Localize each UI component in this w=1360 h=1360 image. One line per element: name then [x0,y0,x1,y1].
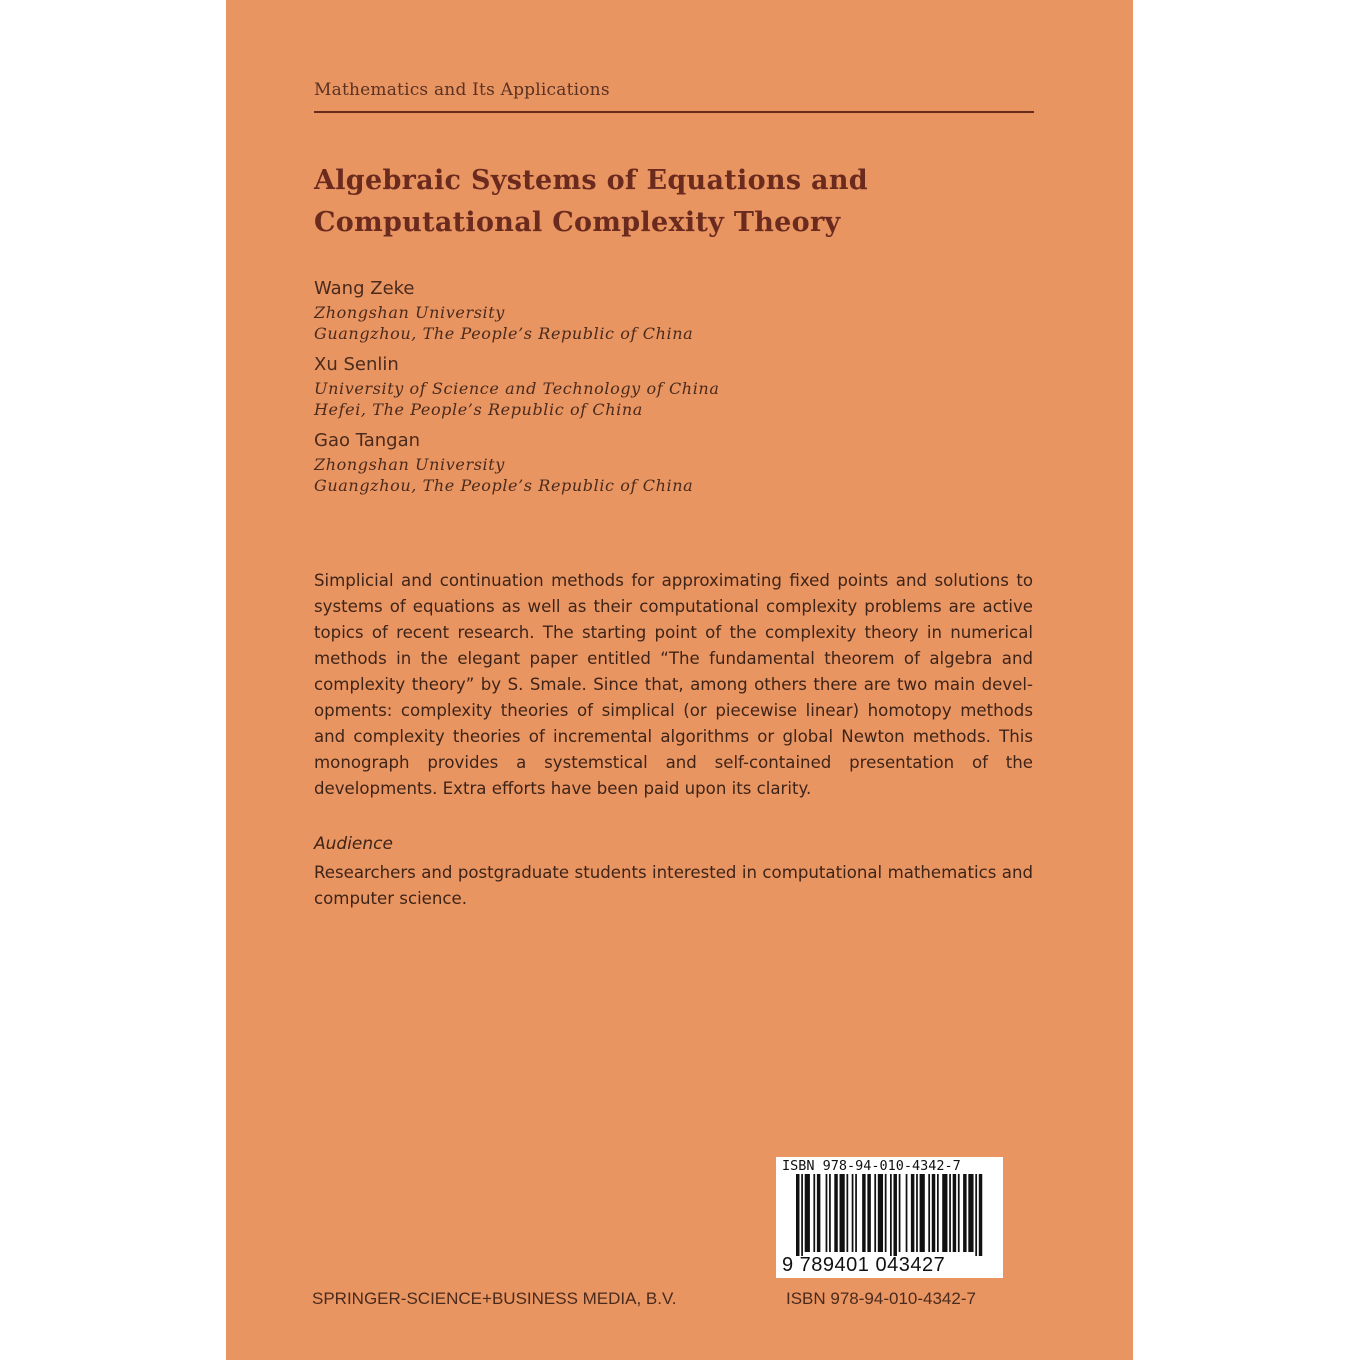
barcode-bar [911,1174,914,1252]
barcode-bar [968,1174,973,1252]
barcode-bar [953,1174,956,1252]
isbn-number: ISBN 978-94-010-4342-7 [786,1289,976,1308]
author-location: Guangzhou, The People’s Republic of China [314,324,694,343]
barcode-bar [826,1174,828,1252]
book-title-line-1: Algebraic Systems of Equations and [314,165,868,196]
barcode-bar [805,1174,810,1252]
author-location: Hefei, The People’s Republic of China [314,400,643,419]
header-rule [314,111,1034,113]
author-list [314,276,1034,504]
barcode-bar [916,1174,918,1252]
publisher-name: SPRINGER-SCIENCE+BUSINESS MEDIA, B.V. [312,1289,677,1308]
barcode-bar [932,1174,935,1252]
barcode-bar [874,1174,876,1252]
barcode-bar [846,1174,848,1252]
barcode-bar [979,1174,982,1256]
barcode-bar [958,1174,960,1252]
author-name: Gao Tangan [314,430,421,451]
barcode-bar [862,1174,865,1252]
barcode-bar [878,1174,883,1252]
audience-description: Researchers and postgraduate students interested in computational mathematics and computer science. [314,863,1033,908]
barcode-bar [920,1174,925,1252]
barcode-bar [899,1174,901,1252]
author-affiliation: University of Science and Technology of China [314,379,720,398]
barcode-bar [840,1174,845,1252]
author-entry [314,352,1034,420]
author-affiliation: Zhongshan University [314,303,505,322]
barcode-bar [906,1174,908,1252]
barcode-bar [890,1174,892,1256]
author-name: Wang Zeke [314,278,415,299]
barcode-bar [829,1174,831,1252]
audience-heading: Audience [314,834,393,854]
barcode-digits: 9 789401 043427 [782,1254,946,1276]
barcode-bar [852,1174,854,1252]
barcode-bar [949,1174,951,1252]
book-description: Simplicial and continuation methods for approximating fixed points and solutions to systems of equations as well as their computational complexity problems are active topics of recent research. The starting point of the complexity theory in numerical methods in the elegant paper entitled “The fundamental theorem of algebra and complexity theory” by S. Smale. Since that, among others there are two main developments: complexity theories of simplical (or piecewise linear) homotopy methods and complexity theories of incremental algorithms or global Newton methods. This monograph provides a systemstical and self-contained presentation of the developments. Extra efforts have been paid upon its clarity. [314,571,1033,798]
barcode-bar [975,1174,977,1256]
barcode-bar [813,1174,815,1252]
barcode-bar [801,1174,803,1256]
author-location: Guangzhou, The People’s Republic of China [314,476,694,495]
book-title-line-2: Computational Complexity Theory [314,207,841,238]
barcode-bar [942,1174,947,1252]
author-entry [314,276,1034,344]
barcode-bar [928,1174,930,1252]
author-affiliation: Zhongshan University [314,455,505,474]
barcode-bar [855,1174,857,1252]
barcode-bar [885,1174,887,1252]
barcode-bar [834,1174,837,1252]
barcode-icon [796,1174,986,1256]
barcode-bar [893,1174,896,1256]
barcode-isbn-label: ISBN 978-94-010-4342-7 [782,1158,961,1174]
book-back-cover [226,0,1133,1360]
author-name: Xu Senlin [314,354,399,375]
barcode-bar [937,1174,939,1252]
series-name: Mathematics and Its Applications [314,80,610,100]
barcode-bar [867,1174,870,1252]
book-title [314,160,1034,244]
barcode-bar [817,1174,820,1252]
isbn-barcode [776,1157,1003,1278]
author-entry [314,428,1034,496]
barcode-bar [796,1174,799,1256]
barcode-bar [963,1174,966,1252]
